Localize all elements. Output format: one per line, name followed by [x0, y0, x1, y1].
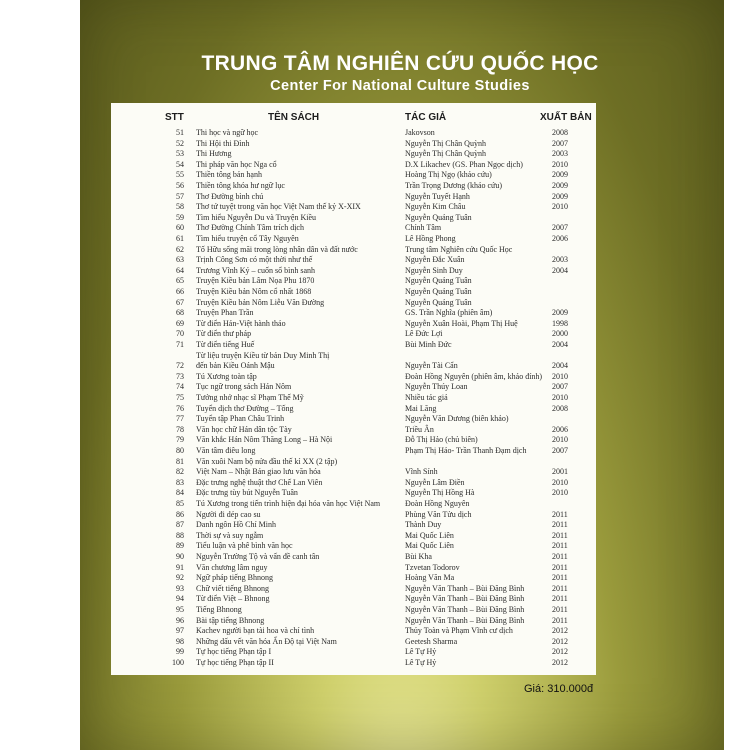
column-header-no: STT [165, 112, 184, 123]
book-year: 2009 [552, 308, 568, 318]
row-number: 73 [176, 371, 184, 381]
book-author: Phùng Văn Tửu dịch [405, 509, 472, 519]
book-title: Tú Xương toàn tập [196, 371, 257, 381]
book-title: Văn chương lâm nguy [196, 562, 268, 572]
book-year: 2004 [552, 265, 568, 275]
book-author: Nguyễn Quảng Tuân [405, 287, 472, 296]
book-author: Nguyễn Kim Châu [405, 202, 466, 212]
book-author: Lê Hồng Phong [405, 234, 456, 243]
row-number: 96 [176, 615, 184, 625]
book-title: Việt Nam – Nhật Bản giao lưu văn hóa [196, 467, 321, 477]
book-author: Nguyễn Lâm Điền [405, 477, 465, 487]
book-title: Thi Hương [196, 149, 232, 159]
book-author: Triều Ân [405, 424, 434, 434]
book-title: Thiền tông bản hạnh [196, 170, 262, 180]
book-year: 2011 [552, 530, 568, 540]
book-year: 2007 [552, 223, 568, 233]
book-author: Nguyễn Thị Chân Quỳnh [405, 149, 486, 159]
row-number: 55 [176, 170, 184, 180]
book-author: Đoàn Hồng Nguyên [405, 499, 470, 508]
book-title: Văn khắc Hán Nôm Thăng Long – Hà Nội [196, 435, 333, 445]
book-author: Mai Quốc Liên [405, 541, 454, 551]
book-year: 2011 [552, 583, 568, 593]
book-title: Truyện Kiều bản Lâm Nọa Phu 1870 [196, 276, 315, 286]
book-author: Nguyễn Quảng Tuân [405, 212, 472, 222]
book-title: Từ điển Hán-Việt hành thảo [196, 318, 286, 328]
row-number: 54 [176, 159, 184, 169]
book-title: Thi học và ngữ học [196, 128, 259, 137]
row-number: 52 [176, 138, 184, 148]
row-number: 65 [176, 276, 184, 286]
row-number: 67 [176, 297, 184, 307]
book-author: Nguyễn Tuyết Hạnh [405, 191, 470, 201]
book-title: Tuyển tập Phan Châu Trinh [196, 414, 285, 424]
book-title: Tưởng nhớ nhạc sĩ Phạm Thế Mỹ [196, 393, 304, 402]
book-title: Tự học tiếng Phạn tập II [196, 658, 274, 667]
row-number: 86 [176, 509, 184, 519]
book-title: Từ điển Việt – Bhnong [196, 594, 270, 604]
book-year: 2011 [552, 520, 568, 530]
book-author: Nguyễn Văn Thanh – Bùi Đăng Bình [405, 605, 525, 614]
book-title-continued: đến bản Kiều Oánh Mậu [196, 360, 275, 370]
book-author: D.X Likachev (GS. Phan Ngọc dịch) [405, 159, 523, 169]
book-author: Nguyễn Văn Thanh – Bùi Đăng Bình [405, 594, 525, 604]
book-title: Đặc trưng tùy bút Nguyễn Tuân [196, 488, 298, 498]
column-header-name: TÊN SÁCH [268, 112, 320, 123]
row-number: 78 [176, 424, 184, 434]
book-author: Nguyễn Đắc Xuân [405, 255, 465, 265]
book-year: 2008 [552, 128, 568, 137]
book-author: Vĩnh Sính [405, 467, 438, 477]
row-number: 83 [176, 477, 184, 487]
book-year: 2008 [552, 403, 568, 413]
book-title: Tục ngữ trong sách Hán Nôm [196, 382, 292, 392]
column-header-year: XUẤT BẢN [540, 112, 592, 123]
book-year: 2011 [552, 552, 568, 561]
book-year: 2009 [552, 181, 568, 190]
row-number: 93 [176, 583, 184, 593]
book-year: 2003 [552, 255, 568, 265]
book-year: 2011 [552, 509, 568, 519]
row-number: 100 [172, 658, 184, 667]
book-year: 1998 [552, 318, 568, 328]
book-title: Truyện Kiều bản Nôm Liễu Văn Đường [196, 297, 325, 307]
book-year: 2012 [552, 626, 568, 636]
book-year: 2010 [552, 393, 568, 402]
book-author: Nguyễn Tài Cẩn [405, 360, 458, 370]
title-vietnamese: TRUNG TÂM NGHIÊN CỨU QUỐC HỌC [201, 52, 599, 75]
book-author: Thành Duy [405, 520, 442, 530]
row-number: 56 [176, 181, 184, 190]
book-title: Trịnh Công Sơn có một thời như thế [196, 255, 313, 265]
book-author: Nhiều tác giả [405, 393, 448, 402]
row-number: 60 [176, 223, 184, 233]
book-year: 2009 [552, 191, 568, 201]
book-author: Nguyễn Văn Thanh – Bùi Đăng Bình [405, 615, 525, 625]
book-title: Thi pháp văn học Nga cổ [196, 159, 277, 169]
row-number: 75 [176, 393, 184, 402]
book-year: 2000 [552, 329, 568, 339]
book-author: Đoàn Hồng Nguyên (phiên âm, khảo đính) [405, 371, 543, 381]
book-year: 2004 [552, 360, 568, 370]
row-number: 59 [176, 212, 184, 222]
row-number: 53 [176, 149, 184, 159]
row-number: 77 [176, 414, 184, 424]
book-author: Thủy Toàn và Phạm Vĩnh cư dịch [405, 626, 513, 636]
book-author: Nguyễn Sinh Duy [405, 265, 463, 275]
book-title: Thơ Đường bình chú [196, 191, 264, 201]
book-title: Văn học chữ Hán dân tộc Tày [196, 424, 292, 434]
book-year: 2001 [552, 467, 568, 477]
row-number: 84 [176, 488, 184, 498]
book-title: Danh ngôn Hồ Chí Minh [196, 520, 276, 530]
book-title: Bài tập tiếng Bhnong [196, 615, 265, 625]
book-title: Tìm hiểu truyện cổ Tây Nguyên [196, 234, 299, 243]
book-author: Mai Lăng [405, 403, 437, 413]
book-title: Tuyển dịch thơ Đường – Tống [196, 403, 294, 413]
book-author: Jakovson [405, 128, 435, 137]
book-title: Truyện Kiều bản Nôm cổ nhất 1868 [196, 287, 312, 296]
book-year: 2010 [552, 488, 568, 498]
book-author: Mai Quốc Liên [405, 530, 454, 540]
book-year: 2010 [552, 371, 568, 381]
row-number: 71 [176, 340, 184, 349]
book-year: 2007 [552, 446, 568, 455]
row-number: 91 [176, 562, 184, 572]
row-number: 74 [176, 382, 184, 392]
row-number: 70 [176, 329, 184, 339]
book-author: Hoàng Thị Ngọ (khảo cứu) [405, 170, 492, 180]
row-number: 69 [176, 318, 184, 328]
book-year: 2006 [552, 424, 568, 434]
book-author: Nguyễn Quảng Tuân [405, 297, 472, 307]
row-number: 90 [176, 552, 184, 561]
row-number: 61 [176, 234, 184, 243]
row-number: 87 [176, 520, 184, 530]
row-number: 95 [176, 605, 184, 614]
book-year: 2010 [552, 477, 568, 487]
book-year: 2010 [552, 435, 568, 445]
row-number: 63 [176, 255, 184, 265]
book-author: Lê Đức Lợi [405, 329, 443, 339]
book-author: Nguyễn Xuân Hoài, Phạm Thị Huệ [405, 318, 518, 328]
row-number: 51 [176, 128, 184, 137]
book-title: Thời sự và suy ngẫm [196, 530, 264, 540]
title-english: Center For National Culture Studies [270, 78, 530, 94]
book-year: 2012 [552, 658, 568, 667]
book-title: Tìm hiểu Nguyễn Du và Truyện Kiều [196, 212, 316, 222]
book-year: 2011 [552, 573, 568, 583]
book-title: Từ điển tiếng Huế [196, 340, 255, 349]
book-title: Người đi dép cao su [196, 509, 261, 519]
book-author: Nguyễn Quảng Tuân [405, 276, 472, 286]
row-number: 82 [176, 467, 184, 477]
book-year: 2011 [552, 594, 568, 604]
row-number: 68 [176, 308, 184, 318]
book-year: 2004 [552, 340, 568, 349]
book-year: 2006 [552, 234, 568, 243]
book-author: Bùi Kha [405, 552, 432, 561]
book-title: Thơ Đường Chính Tâm trích dịch [196, 223, 304, 233]
book-author: Nguyễn Văn Thanh – Bùi Đăng Bình [405, 583, 525, 593]
book-title: Văn xuôi Nam bộ nửa đầu thế kỉ XX (2 tập) [196, 456, 338, 466]
row-number: 97 [176, 626, 184, 636]
row-number: 99 [176, 647, 184, 657]
book-author: Chính Tâm [405, 223, 442, 233]
book-author: Phạm Thị Hảo- Trần Thanh Đạm dịch [405, 446, 527, 455]
book-title: Tiếng Bhnong [196, 605, 242, 614]
book-title: Thơ tứ tuyệt trong văn học Việt Nam thế kỷ X-XIX [196, 202, 361, 212]
row-number: 79 [176, 435, 184, 445]
book-author: Trung tâm Nghiên cứu Quốc Học [405, 244, 513, 254]
book-year: 2011 [552, 615, 568, 625]
book-title: Những dấu vết văn hóa Ấn Độ tại Việt Nam [196, 636, 337, 646]
book-author: Nguyễn Thúy Loan [405, 382, 468, 392]
book-title: Đặc trưng nghệ thuật thơ Chế Lan Viên [196, 477, 323, 487]
book-year: 2011 [552, 562, 568, 572]
book-year: 2003 [552, 149, 568, 159]
book-author: Lê Tự Hỷ [405, 647, 437, 657]
book-title: Kachev người bạn tài hoa và chí tình [196, 626, 315, 636]
column-header-author: TÁC GIẢ [405, 112, 447, 123]
book-title: Tú Xương trong tiến trình hiện đại hóa văn học Việt Nam [196, 499, 381, 508]
book-year: 2012 [552, 636, 568, 646]
row-number: 94 [176, 594, 184, 604]
row-number: 98 [176, 636, 184, 646]
book-title: Trương Vĩnh Ký – cuốn sổ bình sanh [196, 265, 316, 275]
book-year: 2007 [552, 382, 568, 392]
book-author: Đỗ Thị Hảo (chủ biên) [405, 435, 478, 445]
row-number: 80 [176, 446, 184, 455]
book-title: Văn tâm điêu long [196, 446, 256, 455]
book-title: Tiểu luận và phê bình văn học [196, 541, 293, 551]
row-number: 81 [176, 456, 184, 466]
row-number: 89 [176, 541, 184, 551]
book-year: 2009 [552, 170, 568, 180]
book-author: Bùi Minh Đức [405, 340, 452, 349]
book-title: Nguyễn Trường Tộ và vấn đề canh tân [196, 552, 320, 561]
book-year: 2007 [552, 138, 568, 148]
header [120, 52, 680, 94]
book-year: 2011 [552, 541, 568, 551]
book-year: 2010 [552, 202, 568, 212]
book-author: GS. Trần Nghĩa (phiên âm) [405, 308, 493, 318]
book-author: Tzvetan Todorov [405, 562, 460, 572]
row-number: 66 [176, 287, 184, 296]
book-title: Từ liệu truyện Kiều từ bản Duy Minh Thị [196, 350, 330, 360]
book-title: Thi Hội thi Đình [196, 138, 250, 148]
row-number: 72 [176, 360, 184, 370]
book-year: 2010 [552, 159, 568, 169]
book-title: Chữ viết tiếng Bhnong [196, 583, 269, 593]
row-number: 88 [176, 530, 184, 540]
book-author: Nguyễn Thị Hồng Hà [405, 488, 475, 498]
book-title: Truyện Phan Trần [196, 308, 254, 318]
book-title: Tố Hữu sống mãi trong lòng nhân dân và đất nước [196, 244, 358, 254]
row-number: 62 [176, 244, 184, 254]
book-year: 2012 [552, 647, 568, 657]
book-author: Lê Tự Hỷ [405, 658, 437, 667]
row-number: 92 [176, 573, 184, 583]
book-author: Hoàng Văn Ma [405, 573, 455, 583]
price-label: Giá: 310.000đ [524, 683, 594, 695]
book-author: Trần Trọng Dương (khảo cứu) [405, 181, 503, 190]
row-number: 58 [176, 202, 184, 212]
book-author: Nguyễn Thị Chân Quỳnh [405, 138, 486, 148]
book-author: Nguyễn Văn Dương (biên khảo) [405, 414, 509, 424]
book-title: Tự học tiếng Phạn tập I [196, 647, 272, 657]
book-title: Từ điển thư pháp [196, 329, 252, 339]
book-title: Thiền tông khóa hư ngữ lục [196, 181, 285, 190]
row-number: 64 [176, 265, 184, 275]
book-year: 2011 [552, 605, 568, 614]
row-number: 57 [176, 191, 184, 201]
row-number: 85 [176, 499, 184, 508]
row-number: 76 [176, 403, 184, 413]
book-title: Ngữ pháp tiếng Bhnong [196, 573, 273, 583]
book-author: Geetesh Sharma [405, 636, 458, 646]
